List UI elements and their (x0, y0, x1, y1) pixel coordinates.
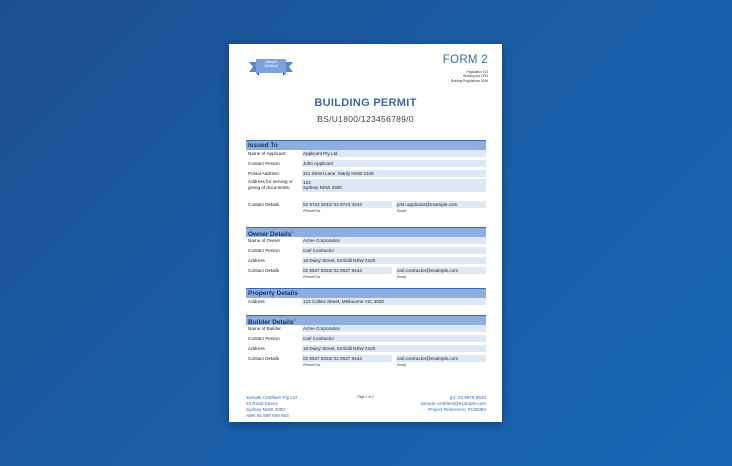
footer-email: sample.certifiers@example.com (420, 401, 486, 406)
footer-phone: (p): 02 9876 6543 (449, 395, 486, 400)
logo-text (259, 60, 283, 68)
applicant-name-value: Applicant Pty Ltd (302, 150, 486, 157)
footnote-marker: 2 (293, 316, 296, 322)
owner-email-value: carl.contractor@example.com (396, 267, 486, 274)
page-number: Page 1 of 3 (357, 395, 374, 399)
contact-person-label: Contact Person (248, 161, 280, 166)
footnote-marker: 1 (291, 228, 294, 234)
section-heading: Property Details (248, 289, 298, 297)
owner-phone-value: 02 9537 8433/ 02 9537 8434 (302, 267, 392, 274)
property-address-value: 123 Collins Street, Melbourne VIC 3000 (302, 298, 486, 305)
owner-name-value: Acme Corporation (302, 237, 486, 244)
section-property-details (246, 288, 486, 298)
builder-contact-details-label: Contact Details (248, 356, 280, 361)
section-builder-details (246, 315, 486, 325)
builder-contact-label: Contact Person (248, 336, 280, 341)
builder-address-label: Address (248, 346, 265, 351)
serving-label-line: Address for serving or (248, 179, 293, 184)
document-title: BUILDING PERMIT (314, 97, 417, 109)
applicant-name-label: Name of Applicant: (248, 151, 287, 156)
postal-address-label: Postal Address: (248, 171, 280, 176)
owner-contact-label: Contact Person (248, 248, 280, 253)
regulation-line: Building Act 1993 (463, 74, 488, 79)
logo-line-2: Certifiers (264, 64, 278, 68)
phone-fax-caption: Phone/Fax (303, 209, 321, 213)
form-title: FORM 2 (442, 54, 488, 66)
contact-details-label: Contact Details (248, 202, 280, 207)
section-heading (248, 229, 294, 238)
owner-phone-caption: Phone/Fax (303, 275, 321, 279)
serving-address-value (302, 179, 486, 192)
owner-name-label: Name of Owner (248, 238, 281, 243)
section-heading (248, 317, 296, 326)
section-heading: Issued To (248, 141, 278, 149)
builder-name-label: Name of Builder (248, 326, 281, 331)
owner-address-value: 18 Daisy Street, Kirribilli NSW 2100 (302, 257, 486, 264)
builder-name-value: Acme Corporation (302, 325, 486, 332)
email-caption: Email (397, 209, 406, 213)
owner-email-caption: Email (397, 275, 406, 279)
regulation-line: Regulation 313 (466, 70, 488, 74)
builder-phone-value: 02 9537 8433/ 02 9537 8434 (302, 355, 392, 362)
contact-person-value: John Applicant (302, 160, 486, 167)
serving-address-label (248, 179, 293, 190)
serving-label-line: giving of documents: (248, 184, 291, 190)
section-heading-text: Owner Details (248, 230, 292, 238)
document-page (229, 44, 502, 422)
owner-contact-value: Carl Contractor (302, 247, 486, 254)
serving-value-line: Sydney NSW 2000 (303, 185, 342, 190)
section-issued-to (246, 140, 486, 150)
builder-address-value: 18 Daisy Street, Kirribilli NSW 2100 (302, 345, 486, 352)
footer-abn: ABN 55 589 669 693 (246, 413, 289, 418)
footer-city: Sydney NSW 2000 (246, 407, 285, 412)
builder-contact-value: Carl Contractor (302, 335, 486, 342)
footer-street: 23 Road Street, (246, 401, 279, 406)
footer-contact-block (421, 395, 486, 413)
section-heading-text: Builder Details (248, 318, 294, 326)
builder-phone-caption: Phone/Fax (303, 363, 321, 367)
logo-line-1: Sample (265, 60, 277, 64)
owner-address-label: Address (248, 258, 265, 263)
phone-fax-value: 02 9723 3242/ 02 9723 3244 (302, 201, 392, 208)
regulations (451, 70, 488, 83)
serving-value-line: 123 (303, 179, 311, 185)
permit-number: BS/U1800/123456789/0 (317, 114, 414, 124)
property-address-label: Address (248, 299, 265, 304)
builder-email-caption: Email (397, 363, 406, 367)
regulation-line: Building Regulations 2006 (450, 78, 488, 83)
postal-address-value: 311 Street Lane, Manly NSW 2345 (302, 170, 486, 177)
owner-contact-details-label: Contact Details (248, 268, 280, 273)
email-value: john.applicant@example.com (396, 201, 486, 208)
footer-reference: Project Reference: P190084 (428, 407, 486, 412)
footer-company: Sample Certifiers Pty Ltd (246, 395, 297, 400)
builder-email-value: carl.contractor@example.com (396, 355, 486, 362)
section-owner-details (246, 227, 486, 237)
